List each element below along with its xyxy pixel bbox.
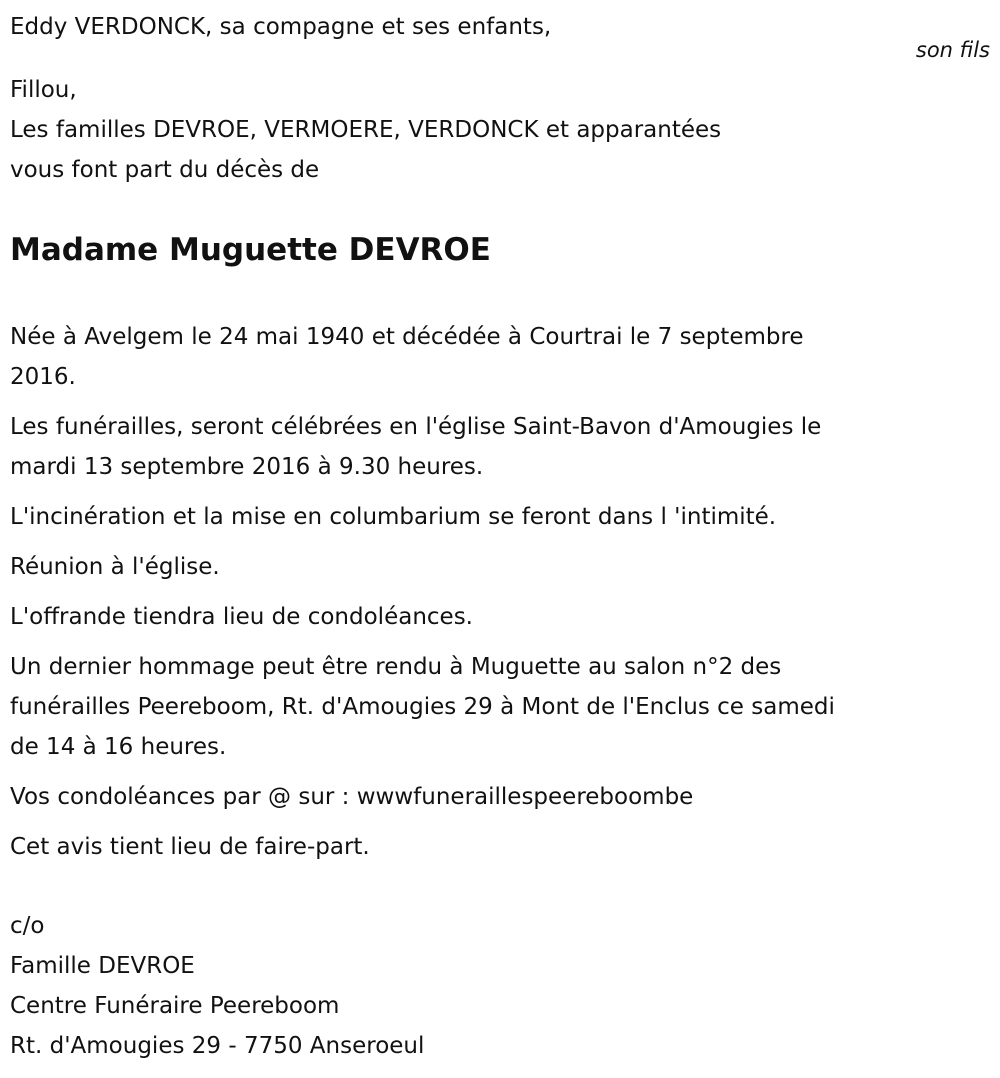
deceased-name: Madame Muguette DEVROE (10, 232, 491, 268)
paragraph-birth-death (10, 317, 990, 397)
paragraph-cremation (10, 497, 990, 537)
paragraph-offering (10, 597, 990, 637)
text-line: Cet avis tient lieu de faire-part. (10, 834, 370, 860)
text-line: Les funérailles, seront célébrées en l'église Saint-Bavon d'Amougies le (10, 414, 822, 440)
signature-block (10, 906, 990, 1066)
signature-line: Rt. d'Amougies 29 - 7750 Anseroeul (10, 1033, 425, 1059)
obituary-document (10, 7, 990, 1066)
signature-line: Famille DEVROE (10, 953, 195, 979)
text-line: Réunion à l'église. (10, 554, 220, 580)
signature-line: Centre Funéraire Peereboom (10, 993, 340, 1019)
paragraph-notice (10, 827, 990, 867)
text-line: Née à Avelgem le 24 mai 1940 et décédée à Courtrai le 7 septembre (10, 324, 804, 350)
signature-line: c/o (10, 913, 45, 939)
text-line: 2016. (10, 364, 76, 390)
announcement-line: vous font part du décès de (10, 157, 320, 183)
family-line: Fillou, (10, 77, 77, 103)
text-line: funérailles Peereboom, Rt. d'Amougies 29 à Mont de l'Enclus ce samedi (10, 694, 835, 720)
paragraph-condolences (10, 777, 990, 817)
text-line: Un dernier hommage peut être rendu à Muguette au salon n°2 des (10, 654, 782, 680)
text-line: mardi 13 septembre 2016 à 9.30 heures. (10, 454, 484, 480)
text-line: Vos condoléances par @ sur : wwwfuneraillespeereboombe (10, 784, 694, 810)
paragraph-funeral (10, 407, 990, 487)
text-line: L'offrande tiendra lieu de condoléances. (10, 604, 473, 630)
text-line: de 14 à 16 heures. (10, 734, 227, 760)
text-line: L'incinération et la mise en columbarium se feront dans l 'intimité. (10, 504, 777, 530)
paragraph-meeting (10, 547, 990, 587)
relation-label: son fils (915, 38, 990, 62)
paragraph-tribute (10, 647, 990, 767)
family-line: Les familles DEVROE, VERMOERE, VERDONCK et apparantées (10, 117, 722, 143)
family-line: Eddy VERDONCK, sa compagne et ses enfants, (10, 14, 552, 40)
